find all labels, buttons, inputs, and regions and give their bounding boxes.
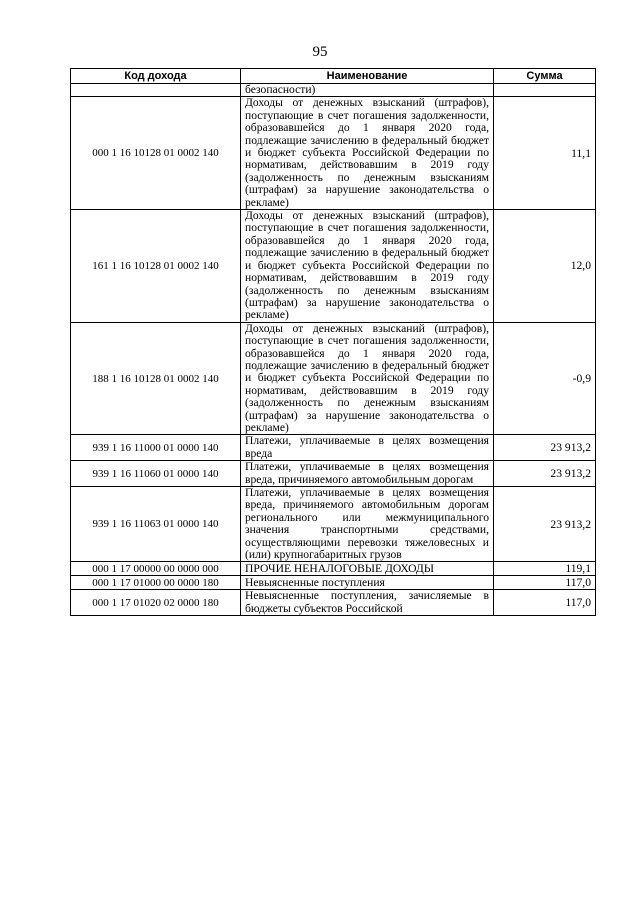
income-code: 000 1 17 01000 00 0000 180 [71, 576, 241, 590]
income-code: 000 1 16 10128 01 0002 140 [71, 97, 241, 210]
continuation-code-cell [71, 84, 241, 97]
continuation-row [71, 84, 596, 97]
income-name: Платежи, уплачиваемые в целях возмещения вреда, причиняемого автомобильным дорогам регионального или межмуниципального значения транспортными средствами, осуществляющими перевозки тяжеловесных и (или) крупногабаритных грузов [241, 487, 494, 562]
income-sum: 23 913,2 [494, 435, 596, 461]
income-code: 000 1 17 01020 02 0000 180 [71, 590, 241, 616]
table-row [71, 97, 596, 210]
income-code: 000 1 17 00000 00 0000 000 [71, 562, 241, 576]
income-sum: 23 913,2 [494, 487, 596, 562]
income-sum: 12,0 [494, 210, 596, 323]
revenue-table [70, 68, 596, 616]
income-code: 161 1 16 10128 01 0002 140 [71, 210, 241, 323]
income-code: 188 1 16 10128 01 0002 140 [71, 322, 241, 435]
table-row [71, 461, 596, 487]
table-row [71, 487, 596, 562]
header-sum: Сумма [494, 69, 596, 84]
income-name: Доходы от денежных взысканий (штрафов), поступающие в счет погашения задолженности, образовавшейся до 1 января 2020 года, подлежащие зачислению в федеральный бюджет и бюджет субъекта Российской Федерации по нормативам, действовавшим в 2019 году (задолженность по денежным взысканиям (штрафам) за нарушение законодательства о рекламе) [241, 97, 494, 210]
income-code: 939 1 16 11060 01 0000 140 [71, 461, 241, 487]
page-number: 95 [312, 44, 328, 60]
income-name: ПРОЧИЕ НЕНАЛОГОВЫЕ ДОХОДЫ [241, 562, 494, 576]
table-row [71, 210, 596, 323]
header-code: Код дохода [71, 69, 241, 84]
income-code: 939 1 16 11000 01 0000 140 [71, 435, 241, 461]
table-header-row [71, 69, 596, 84]
income-code: 939 1 16 11063 01 0000 140 [71, 487, 241, 562]
header-name: Наименование [241, 69, 494, 84]
income-name: Доходы от денежных взысканий (штрафов), поступающие в счет погашения задолженности, образовавшейся до 1 января 2020 года, подлежащие зачислению в федеральный бюджет и бюджет субъекта Российской Федерации по нормативам, действовавшим в 2019 году (задолженность по денежным взысканиям (штрафам) за нарушение законодательства о рекламе) [241, 322, 494, 435]
income-sum: 117,0 [494, 576, 596, 590]
income-name: Невыясненные поступления, зачисляемые в бюджеты субъектов Российской [241, 590, 494, 616]
continuation-text: безопасности) [241, 84, 494, 97]
table-row [71, 590, 596, 616]
table-row [71, 562, 596, 576]
continuation-sum-cell [494, 84, 596, 97]
income-sum: 11,1 [494, 97, 596, 210]
table-row [71, 322, 596, 435]
income-name: Доходы от денежных взысканий (штрафов), поступающие в счет погашения задолженности, образовавшейся до 1 января 2020 года, подлежащие зачислению в федеральный бюджет и бюджет субъекта Российской Федерации по нормативам, действовавшим в 2019 году (задолженность по денежным взысканиям (штрафам) за нарушение законодательства о рекламе) [241, 210, 494, 323]
table-row [71, 576, 596, 590]
income-sum: 119,1 [494, 562, 596, 576]
income-sum: -0,9 [494, 322, 596, 435]
table-row [71, 435, 596, 461]
income-name: Платежи, уплачиваемые в целях возмещения вреда, причиняемого автомобильным дорогам [241, 461, 494, 487]
income-sum: 23 913,2 [494, 461, 596, 487]
income-sum: 117,0 [494, 590, 596, 616]
income-name: Платежи, уплачиваемые в целях возмещения вреда [241, 435, 494, 461]
income-name: Невыясненные поступления [241, 576, 494, 590]
